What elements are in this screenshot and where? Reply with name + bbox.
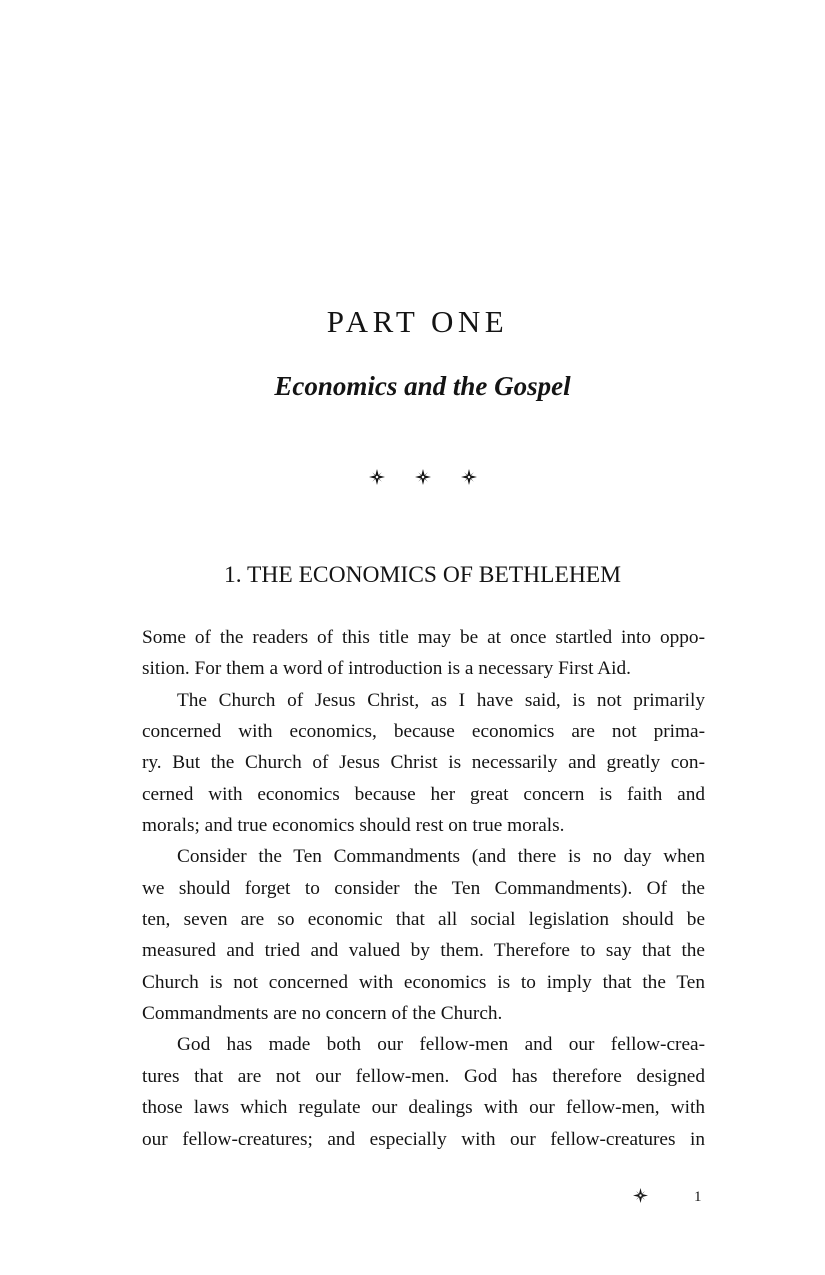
section-ornaments <box>0 469 825 485</box>
text-line: our fellow-creatures; and especially with our fellow-creatures in <box>142 1128 705 1150</box>
four-point-star-ornament-icon <box>633 1188 648 1203</box>
text-line: cerned with economics because her great concern is faith and <box>142 783 705 805</box>
text-line: tures that are not our fellow-men. God has therefore designed <box>142 1065 705 1087</box>
text-line: Commandments are no concern of the Church. <box>142 1003 503 1025</box>
text-line: Consider the Ten Commandments (and there is no day when <box>177 846 705 868</box>
text-line: Church is not concerned with economics is to imply that the Ten <box>142 971 705 993</box>
text-line: God has made both our fellow-men and our fellow-crea- <box>177 1034 705 1056</box>
chapter-title: 1. THE ECONOMICS OF BETHLEHEM <box>223 562 622 588</box>
page-footer <box>0 1186 825 1208</box>
text-line: Some of the readers of this title may be at once startled into oppo- <box>142 627 705 648</box>
text-line: The Church of Jesus Christ, as I have said, is not primarily <box>177 689 705 711</box>
text-line: sition. For them a word of introduction is a necessary First Aid. <box>142 658 631 680</box>
text-line: ten, seven are so economic that all social legislation should be <box>142 909 705 931</box>
part-label: PART ONE <box>326 304 509 339</box>
text-line: those laws which regulate our dealings with our fellow-men, with <box>142 1097 705 1119</box>
part-title: Economics and the Gospel <box>274 371 571 401</box>
four-point-star-ornament-icon <box>369 469 385 485</box>
text-line: ry. But the Church of Jesus Christ is necessarily and greatly con- <box>142 752 705 774</box>
chapter-body <box>142 622 705 1155</box>
paragraph <box>142 685 705 842</box>
text-line: morals; and true economics should rest on true morals. <box>142 815 565 837</box>
text-line: we should forget to consider the Ten Commandments). Of the <box>142 877 705 899</box>
text-line: measured and tried and valued by them. Therefore to say that the <box>142 940 705 962</box>
four-point-star-ornament-icon <box>415 469 431 485</box>
four-point-star-ornament-icon <box>461 469 477 485</box>
text-line: concerned with economics, because economics are not prima- <box>142 721 705 743</box>
paragraph <box>142 622 705 685</box>
paragraph <box>142 841 705 1029</box>
page-number: 1 <box>694 1189 702 1205</box>
paragraph <box>142 1029 705 1154</box>
